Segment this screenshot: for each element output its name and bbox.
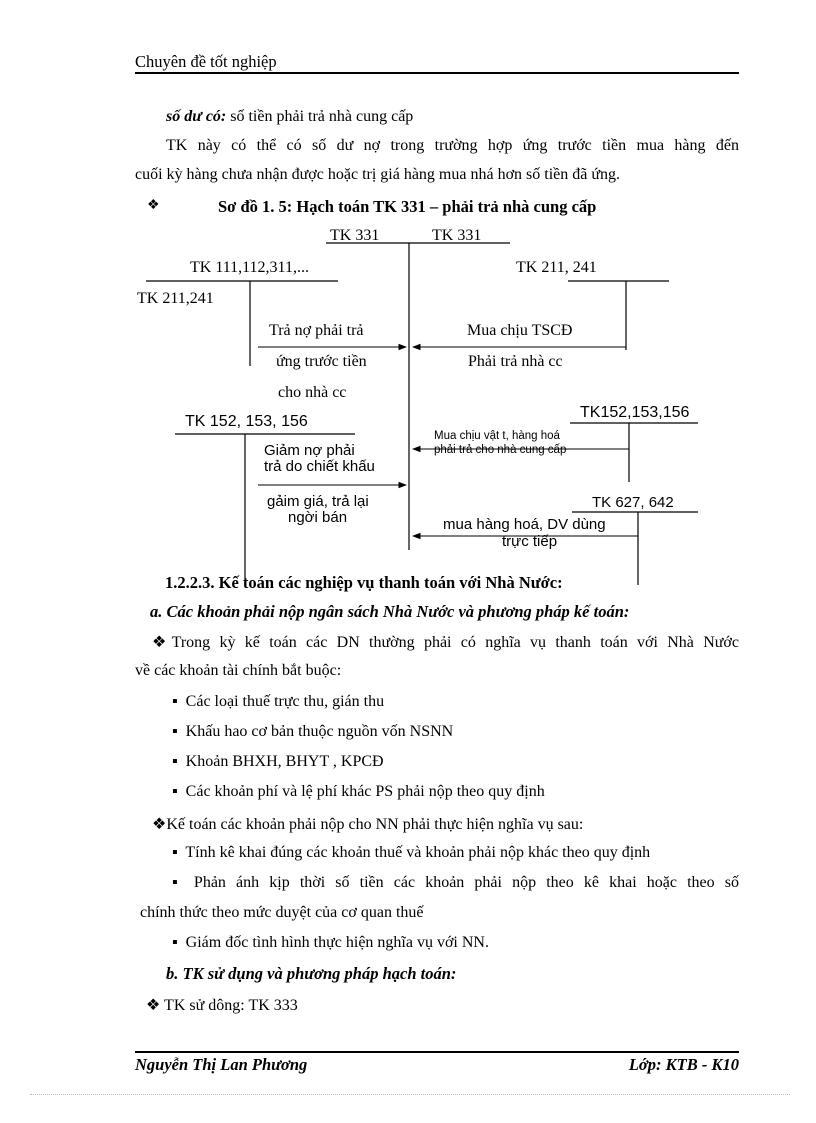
footer-class: Lớp: KTB - K10 [628, 1055, 739, 1074]
tk627-label: TK 627, 642 [592, 494, 674, 511]
tra-no-label-3: cho nhà cc [278, 384, 347, 401]
mua-hang-label-2: trực tiếp [502, 533, 558, 550]
list-item: ▪ Khấu hao cơ bản thuộc nguồn vốn NSNN [172, 723, 454, 740]
list-item: ▪ Khoản BHXH, BHYT , KPCĐ [172, 753, 384, 770]
tk211-right-label: TK 211, 241 [516, 259, 597, 276]
list-item: ▪ Tính kê khai đúng các khoản thuế và khoản phải nộp khác theo quy định [172, 844, 651, 861]
tk331-left-label: TK 331 [330, 227, 380, 244]
intro-paragraph-line2: cuối kỳ hàng chưa nhận được hoặc trị giá hàng mua nhá hơn số tiền đã ứng. [135, 166, 621, 183]
paragraph-duties: ❖Kế toán các khoản phải nộp cho NN phải thực hiện nghĩa vụ sau: [152, 816, 584, 833]
mua-hang-label-1: mua hàng hoá, DV dùng [443, 516, 606, 533]
list-item: ▪ Các loại thuế trực thu, gián thu [172, 693, 385, 710]
subsection-a-heading: a. Các khoản phải nộp ngân sách Nhà Nước và phương pháp kế toán: [150, 602, 630, 621]
balance-text: số tiền phải trả nhà cung cấp [226, 108, 414, 125]
tk331-right-label: TK 331 [432, 227, 482, 244]
balance-label: số dư có: [166, 108, 227, 125]
tk152-right-label: TK152,153,156 [580, 404, 690, 421]
page-header-title: Chuyên đề tốt nghiệp [135, 52, 277, 71]
mua-vat-tu-label-1: Mua chịu vật t, hàng hoá [434, 430, 560, 442]
mua-chiu-label-1: Mua chịu TSCĐ [467, 322, 573, 339]
intro-paragraph-line1: TK này có thể có số dư nợ trong trường hợp ứng trước tiền mua hàng đến [166, 137, 739, 154]
list-item: ▪ Giám đốc tình hình thực hiện nghĩa vụ với NN. [172, 934, 489, 951]
tra-no-label-2: ứng trước tiền [276, 353, 367, 370]
tk-used-line: ❖ TK sử dông: TK 333 [146, 997, 298, 1014]
giam-gia-label-1: gảim giá, trả lại [267, 493, 369, 510]
footer-author: Nguyễn Thị Lan Phương [135, 1055, 308, 1074]
paragraph-obligations-line2: về các khoản tài chính bắt buộc: [135, 662, 342, 679]
list-item-reflect-line2: chính thức theo mức duyệt của cơ quan thuế [140, 904, 424, 921]
giam-gia-label-2: ngời bán [288, 509, 348, 526]
list-item: ▪ Các khoản phí và lệ phí khác PS phải nộp theo quy định [172, 783, 545, 800]
mua-vat-tu-label-2: phải trả cho nhà cung cấp [434, 444, 567, 456]
diagram-title: Sơ đồ 1. 5: Hạch toán TK 331 – phải trả nhà cung cấp [218, 197, 597, 216]
footer-rule [135, 1051, 739, 1053]
page-edge-dotted [30, 1094, 790, 1095]
tk152-left-label: TK 152, 153, 156 [185, 413, 308, 430]
giam-no-label-1: Giảm nợ phải [264, 442, 355, 459]
diagram-bullet-icon: ❖ [147, 198, 160, 213]
tk111-label: TK 111,112,311,... [190, 259, 309, 276]
section-heading: 1.2.2.3. Kế toán các nghiệp vụ thanh toán với Nhà Nước: [165, 573, 563, 592]
subsection-b-heading: b. TK sử dụng và phương pháp hạch toán: [166, 964, 457, 983]
list-item-reflect-line1: ▪ Phản ánh kịp thời số tiền các khoản phải nộp theo kê khai hoặc theo số [172, 874, 739, 891]
mua-chiu-label-2: Phải trả nhà cc [468, 353, 563, 370]
tra-no-label-1: Trả nợ phải trả [269, 322, 364, 339]
giam-no-label-2: trả do chiết khấu [264, 458, 375, 475]
tk211-left-label: TK 211,241 [137, 290, 214, 307]
paragraph-obligations-line1: ❖Trong kỳ kế toán các DN thường phải có nghĩa vụ thanh toán với Nhà Nước [152, 634, 739, 651]
